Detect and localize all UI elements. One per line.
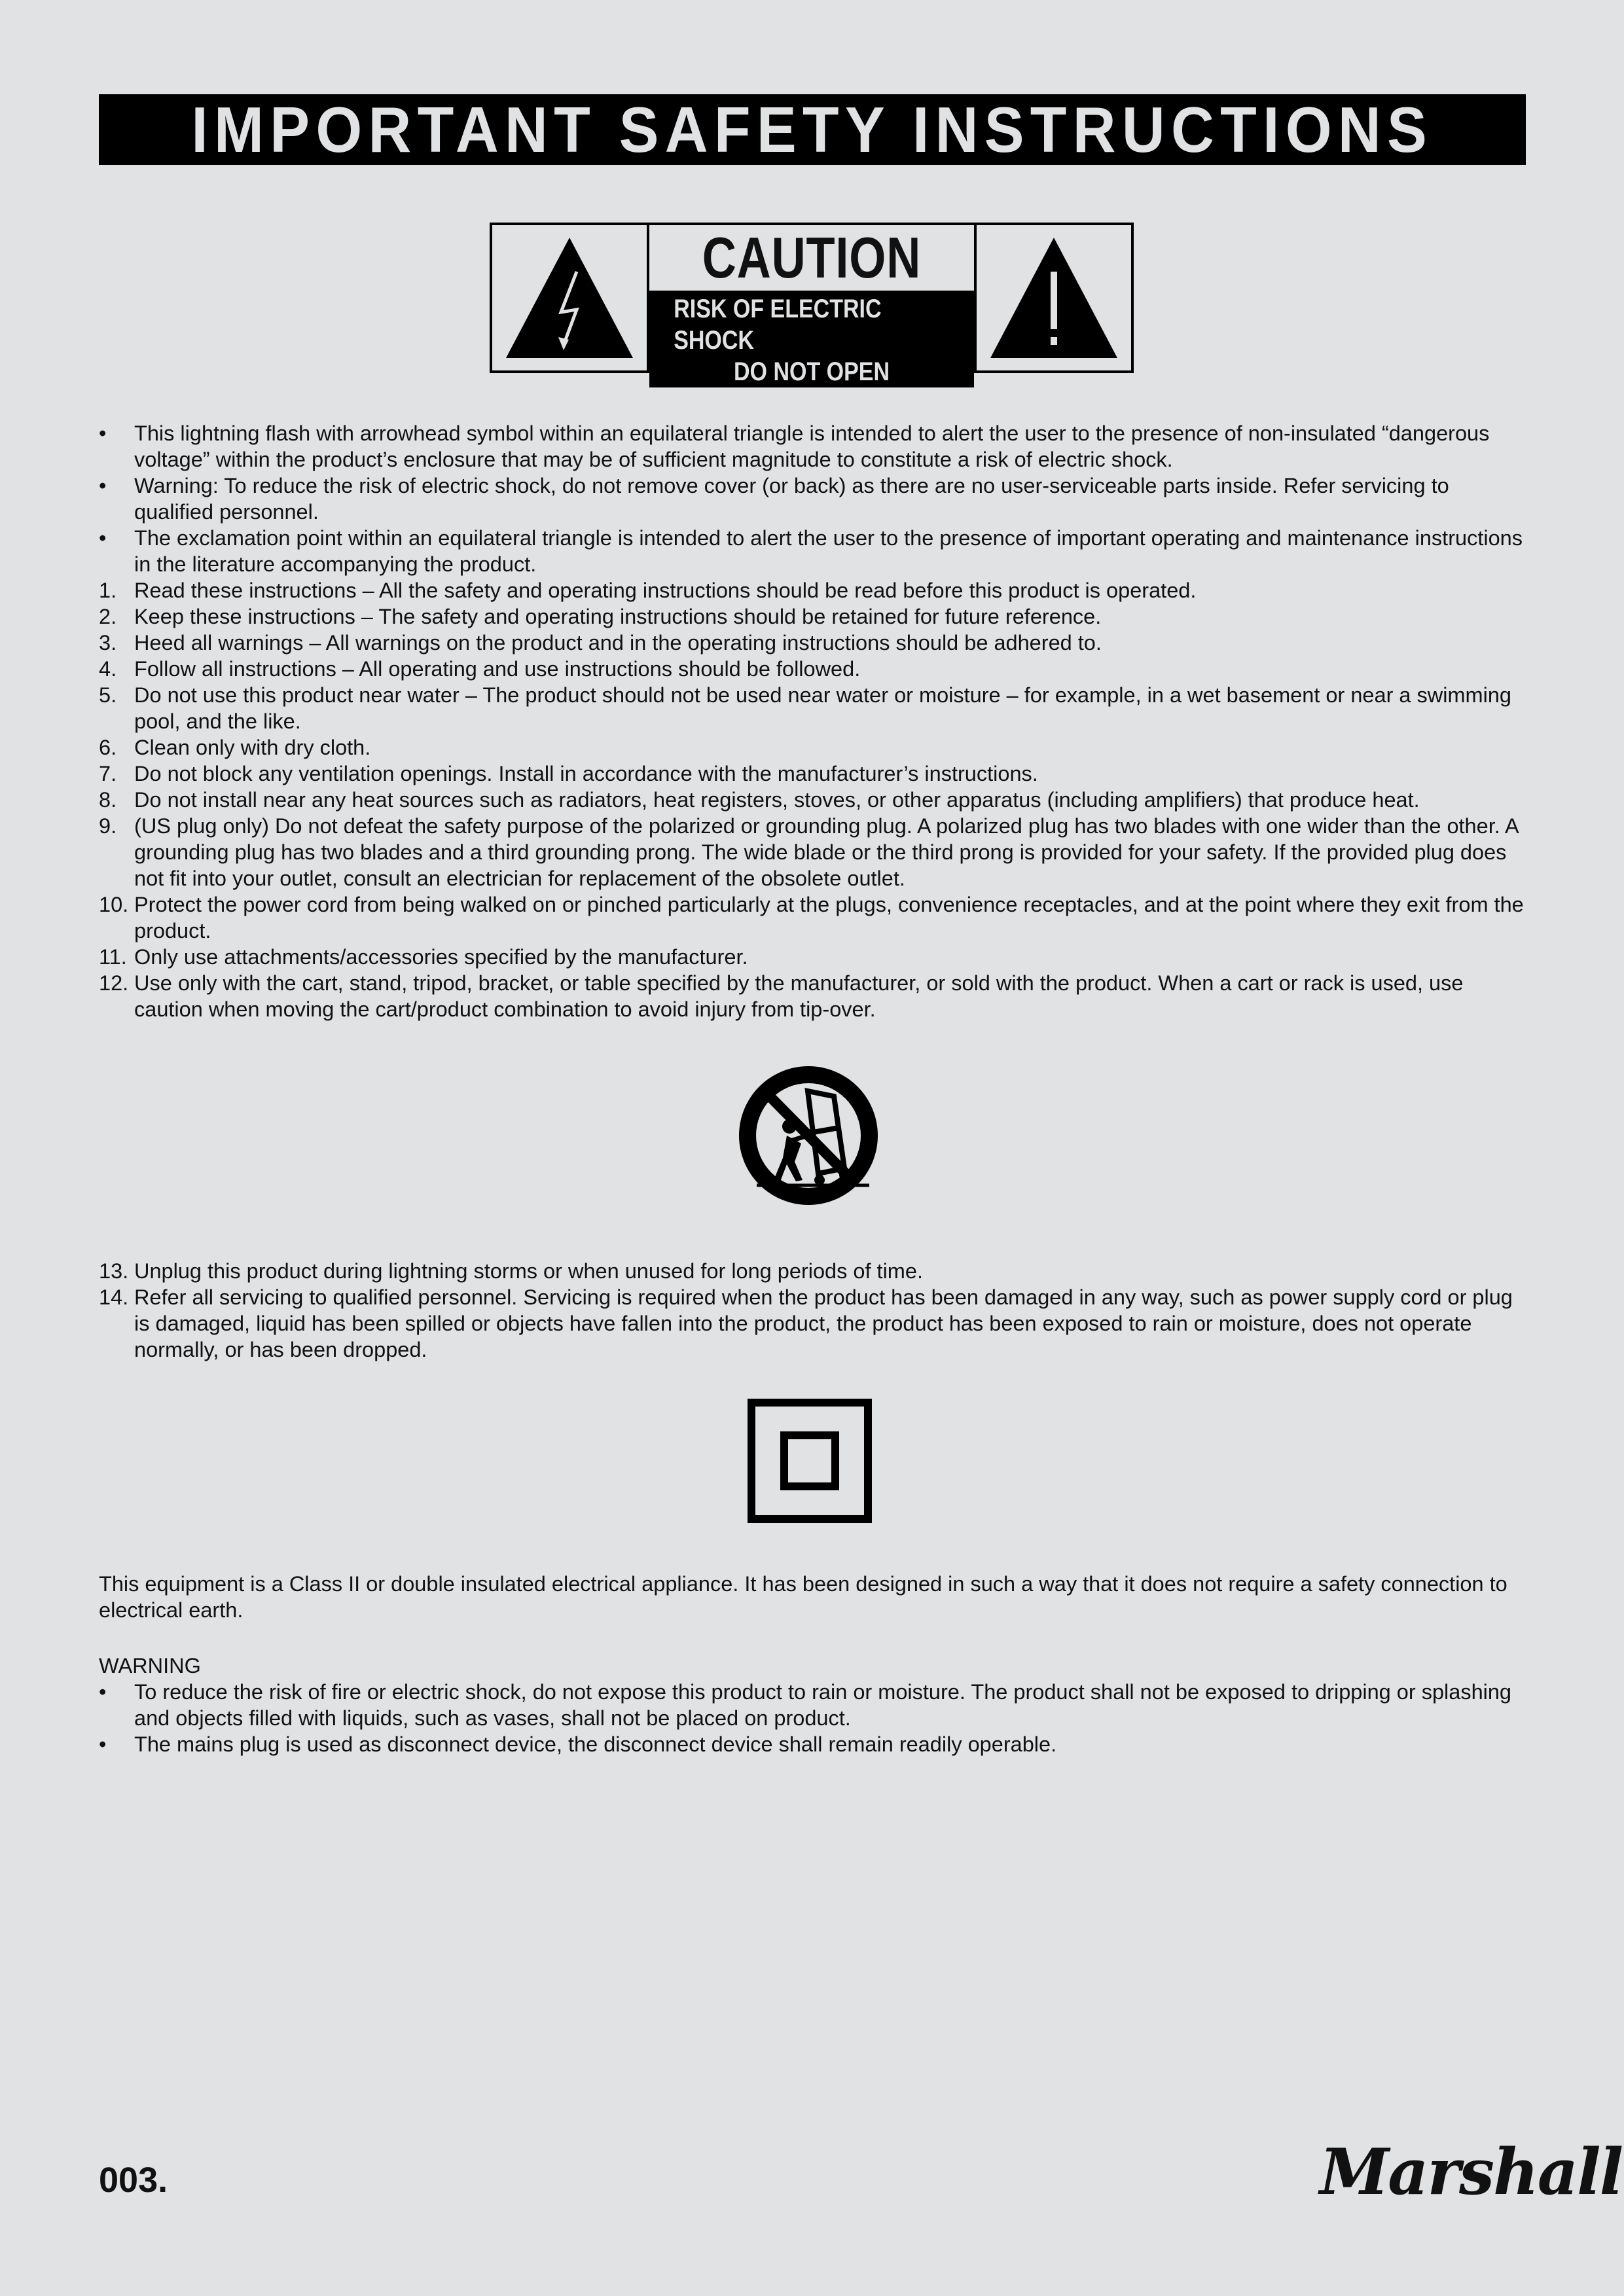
list-text: The mains plug is used as disconnect device, the disconnect device shall remain readily operable. <box>134 1732 1057 1756</box>
list-item <box>99 761 1526 787</box>
list-text: Only use attachments/accessories specified by the manufacturer. <box>134 945 748 969</box>
list-marker: 2. <box>99 605 117 628</box>
list-item <box>99 944 1526 970</box>
list-item <box>99 1731 1526 1757</box>
cart-tip-over-warning-icon <box>734 1064 882 1211</box>
list-item <box>99 1284 1526 1363</box>
list-item <box>99 813 1526 891</box>
list-item <box>99 734 1526 761</box>
page-title: IMPORTANT SAFETY INSTRUCTIONS <box>191 93 1434 166</box>
list-item <box>99 787 1526 813</box>
caution-left-panel <box>492 225 649 370</box>
list-item <box>99 630 1526 656</box>
list-marker: 7. <box>99 762 117 785</box>
caution-center-panel <box>649 225 974 386</box>
list-marker: 13. <box>99 1259 129 1283</box>
list-text: Do not use this product near water – The product should not be used near water or moisture – for example, in a wet basement or near a swimming pool, and the like. <box>134 683 1511 733</box>
list-marker: • <box>99 1680 107 1704</box>
list-marker: • <box>99 1732 107 1756</box>
list-text: Heed all warnings – All warnings on the product and in the operating instructions should be adhered to. <box>134 631 1102 655</box>
list-marker: 14. <box>99 1285 129 1309</box>
exclamation-triangle-icon <box>985 232 1123 363</box>
list-text: Do not install near any heat sources such as radiators, heat registers, stoves, or other apparatus (including amplifiers) that produce heat. <box>134 788 1420 812</box>
list-text: The exclamation point within an equilateral triangle is intended to alert the user to the presence of important operating and maintenance instructions in the literature accompanying the product. <box>134 526 1523 576</box>
list-item <box>99 682 1526 734</box>
list-marker: 6. <box>99 736 117 759</box>
list-text: Use only with the cart, stand, tripod, bracket, or table specified by the manufacturer, or sold with the product. When a cart or rack is used, use caution when moving the cart/product combination to avoid injury from tip-over. <box>134 971 1464 1021</box>
list-text: Unplug this product during lightning storms or when unused for long periods of time. <box>134 1259 923 1283</box>
caution-heading-area <box>649 225 974 293</box>
list-marker: 4. <box>99 657 117 681</box>
list-marker: 8. <box>99 788 117 812</box>
caution-label <box>490 223 1134 386</box>
list-text: Refer all servicing to qualified personnel. Servicing is required when the product has been damaged in any way, such as power supply cord or plug is damaged, liquid has been spilled or objects have fallen into the product, the product has been exposed to rain or moisture, does not operate normally, or has been dropped. <box>134 1285 1513 1361</box>
page-number: 003. <box>99 2161 168 2200</box>
list-marker: • <box>99 526 107 550</box>
list-text: Protect the power cord from being walked on or pinched particularly at the plugs, convenience receptacles, and at the point where they exit from the product. <box>134 893 1524 942</box>
list-item <box>99 420 1526 473</box>
brand-logo: Marshall <box>1320 2135 1623 2209</box>
list-marker: 3. <box>99 631 117 655</box>
list-item <box>99 1679 1526 1731</box>
list-text: This lightning flash with arrowhead symbol within an equilateral triangle is intended to alert the user to the presence of non-insulated “dangerous voltage” within the product’s enclosure that may be of sufficient magnitude to constitute a risk of electric shock. <box>134 422 1490 471</box>
list-marker: 12. <box>99 971 129 995</box>
list-text: Do not block any ventilation openings. Install in accordance with the manufacturer’s instructions. <box>134 762 1038 785</box>
double-insulation-icon <box>748 1399 872 1523</box>
caution-right-panel <box>974 225 1131 370</box>
lightning-triangle-icon <box>501 232 638 363</box>
caution-line-1: RISK OF ELECTRIC SHOCK <box>674 295 882 355</box>
warning-heading: WARNING <box>99 1654 201 1677</box>
list-item <box>99 577 1526 603</box>
warning-list <box>99 1679 1526 1757</box>
list-item <box>99 891 1526 944</box>
list-item <box>99 525 1526 577</box>
list-item <box>99 1258 1526 1284</box>
list-item <box>99 473 1526 525</box>
title-banner <box>99 94 1526 165</box>
safety-instructions-list <box>99 420 1526 1022</box>
list-text: To reduce the risk of fire or electric shock, do not expose this product to rain or moisture. The product shall not be exposed to dripping or splashing and objects filled with liquids, such as vases, shall not be placed on product. <box>134 1680 1512 1730</box>
caution-heading: CAUTION <box>702 225 922 290</box>
list-marker: 11. <box>99 945 127 969</box>
list-text: (US plug only) Do not defeat the safety purpose of the polarized or grounding plug. A polarized plug has two blades with one wider than the other. A grounding plug has two blades and a third grounding prong. The wide blade or the third prong is provided for your safety. If the provided plug does not fit into your outlet, consult an electrician for replacement of the obsolete outlet. <box>134 814 1518 890</box>
list-item <box>99 970 1526 1022</box>
list-text: Read these instructions – All the safety and operating instructions should be read before this product is operated. <box>134 579 1197 602</box>
list-marker: 5. <box>99 683 117 707</box>
list-item <box>99 603 1526 630</box>
list-marker: 9. <box>99 814 117 838</box>
list-marker: 1. <box>99 579 117 602</box>
list-text: Keep these instructions – The safety and operating instructions should be retained for future reference. <box>134 605 1102 628</box>
caution-subtext-area <box>649 293 974 387</box>
list-item <box>99 656 1526 682</box>
list-text: Follow all instructions – All operating and use instructions should be followed. <box>134 657 861 681</box>
list-marker: • <box>99 474 107 497</box>
list-marker: • <box>99 422 107 445</box>
list-text: Clean only with dry cloth. <box>134 736 371 759</box>
class-ii-statement: This equipment is a Class II or double insulated electrical appliance. It has been designed in such a way that it does not require a safety connection to electrical earth. <box>99 1572 1507 1622</box>
list-marker: 10. <box>99 893 129 916</box>
list-text: Warning: To reduce the risk of electric shock, do not remove cover (or back) as there are no user-serviceable parts inside. Refer servicing to qualified personnel. <box>134 474 1449 524</box>
safety-instructions-list-continued <box>99 1258 1526 1363</box>
caution-line-2: DO NOT OPEN <box>733 357 890 386</box>
